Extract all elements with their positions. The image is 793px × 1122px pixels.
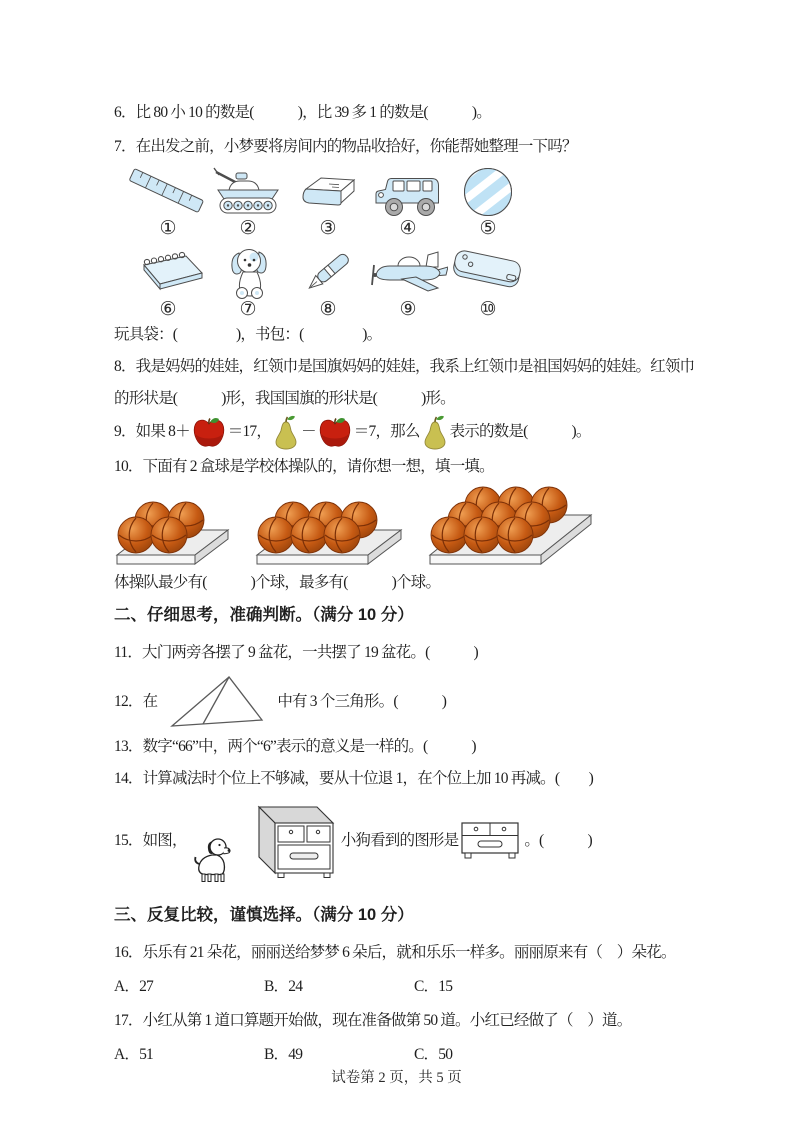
pear-icon [422, 414, 448, 450]
question-7: 7．在出发之前，小梦要将房间内的物品收拾好，你能帮她整理一下吗？ [114, 138, 577, 155]
item-number: ⑤ [479, 217, 497, 239]
item-toy-truck [368, 167, 448, 238]
item-pen [288, 248, 368, 319]
option-c: C．50 [414, 1046, 453, 1063]
pear-icon [273, 414, 299, 450]
item-number: ④ [399, 217, 417, 239]
q12-text: 中有 3 个三角形。( ) [277, 693, 447, 710]
question-10: 10．下面有 2 盒球是学校体操队的，请你想一想，填一填。 [114, 458, 494, 475]
question-9 [114, 413, 697, 451]
question-15 [114, 795, 697, 887]
item-number: ⑨ [399, 298, 417, 320]
q12-text: 12．在 [114, 693, 158, 710]
item-number: ⑧ [319, 298, 337, 320]
puppy-icon [193, 835, 231, 883]
question-16: 16．乐乐有 21 朵花，丽丽送给梦梦 6 朵后，就和乐乐一样多。丽丽原来有（ ）朵花。 [114, 944, 676, 961]
toy-truck-icon [370, 167, 446, 217]
section-3-title: 三、反复比较，谨慎选择。（满分 10 分） [114, 906, 414, 924]
basketball-trays [114, 483, 697, 567]
q9-text: 表示的数是( )。 [449, 423, 591, 440]
item-eraser [288, 167, 368, 238]
toy-tank-icon [209, 167, 287, 217]
page-footer: 试卷第 2 页，共 5 页 [331, 1070, 462, 1086]
item-ruler [128, 167, 208, 238]
option-a: A．27 [114, 978, 153, 995]
item-number: ⑩ [479, 298, 497, 320]
question-16-options [114, 975, 697, 999]
pen-icon [299, 248, 357, 298]
option-a: A．51 [114, 1046, 153, 1063]
basketball-tray-3 [427, 483, 593, 567]
eraser-icon [296, 167, 360, 217]
item-number: ② [239, 217, 257, 239]
item-number: ③ [319, 217, 337, 239]
question-17-options [114, 1043, 697, 1067]
apple-icon [318, 417, 352, 448]
item-number: ① [159, 217, 177, 239]
q9-text: － [301, 423, 316, 440]
toy-airplane-icon [368, 248, 448, 298]
items-row-1 [128, 167, 528, 238]
q9-text: ＝7，那么 [353, 423, 420, 440]
pencil-case-icon [448, 248, 528, 298]
items-row-2 [128, 248, 528, 319]
ball-icon [462, 167, 514, 217]
item-notebook [128, 248, 208, 319]
question-14: 14．计算减法时个位上不够减，要从十位退 1，在个位上加 10 再减。( ) [114, 770, 594, 787]
q15-text: 15．如图， [114, 832, 187, 849]
item-number: ⑦ [239, 298, 257, 320]
q9-text: ＝17， [227, 423, 272, 440]
option-b: B．49 [264, 1046, 303, 1063]
cabinet-front-view-icon [460, 821, 522, 861]
notebook-icon [130, 248, 206, 298]
toy-bag-fill-line: 玩具袋：( )，书包：( )。 [114, 326, 382, 343]
option-b: B．24 [264, 978, 303, 995]
option-c: C．15 [414, 978, 453, 995]
apple-icon [192, 417, 226, 448]
item-toy-dog [208, 248, 288, 319]
basketball-tray-1 [114, 498, 230, 567]
item-ball [448, 167, 528, 238]
question-8-line2: 的形状是( )形，我国国旗的形状是( )形。 [114, 390, 455, 407]
ruler-icon [129, 167, 207, 217]
triangle-figure [169, 675, 265, 729]
item-toy-airplane [368, 248, 448, 319]
cabinet-3d-icon [241, 801, 337, 881]
question-17: 17．小红从第 1 道口算题开始做，现在准备做第 50 道。小红已经做了（ ）道。 [114, 1012, 632, 1029]
question-11: 11．大门两旁各摆了 9 盆花，一共摆了 19 盆花。( ) [114, 644, 478, 661]
question-12 [114, 675, 697, 729]
toy-dog-icon [221, 248, 275, 298]
section-2-title: 二、仔细思考，准确判断。（满分 10 分） [114, 606, 414, 624]
q15-text: 小狗看到的图形是 [340, 832, 459, 849]
question-6: 6．比 80 小 10 的数是( )，比 39 多 1 的数是( )。 [114, 104, 491, 121]
q9-text: 9．如果 8＋ [114, 423, 190, 440]
basketball-tray-2 [254, 498, 403, 567]
item-toy-tank [208, 167, 288, 238]
question-13: 13．数字“66”中，两个“6”表示的意义是一样的。( ) [114, 738, 476, 755]
item-pencil-case [448, 248, 528, 319]
question-8-line1: 8．我是妈妈的娃娃，红领巾是国旗妈妈的娃娃，我系上红领巾是祖国妈妈的娃娃。红领巾 [114, 358, 695, 375]
q15-text: 。( ) [524, 832, 592, 849]
item-number: ⑥ [159, 298, 177, 320]
question-10-fill: 体操队最少有( )个球，最多有( )个球。 [114, 574, 441, 591]
